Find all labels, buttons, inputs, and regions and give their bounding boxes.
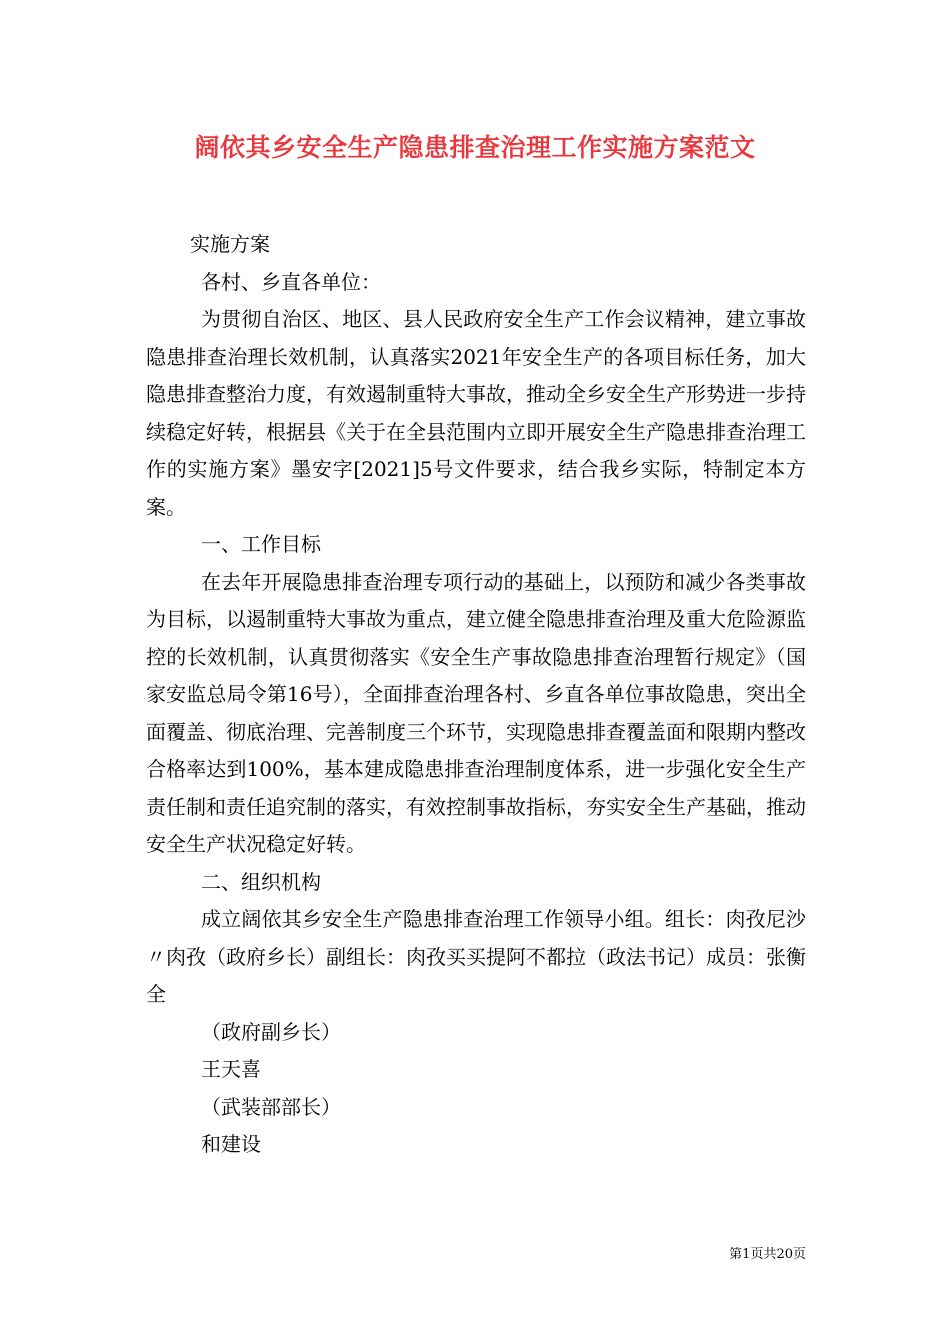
section-1-paragraph: 在去年开展隐患排查治理专项行动的基础上，以预防和减少各类事故为目标，以遏制重特大事故为重点，建立健全隐患排查治理及重大危险源监控的长效机制，认真贯彻落实《安全生产事故隐患排查治理暂行规定》（国家安监总局令第16号），全面排查治理各村、乡直各单位事故隐患，突出全面覆盖、彻底治理、完善制度三个环节，实现隐患排查覆盖面和限期内整改合格率达到100%，基本建成隐患排查治理制度体系，进一步强化安全生产责任制和责任追究制的落实，有效控制事故指标，夯实安全生产基础，推动安全生产状况稳定好转。 (146, 569, 806, 856)
plan-label: 实施方案 (190, 232, 270, 256)
member-line: （武装部部长） (201, 1094, 341, 1119)
member-line: （政府副乡长） (201, 1019, 341, 1044)
intro-paragraph: 为贯彻自治区、地区、县人民政府安全生产工作会议精神，建立事故隐患排查治理长效机制，认真落实2021年安全生产的各项目标任务，加大隐患排查整治力度，有效遏制重特大事故，推动全乡安全生产形势进一步持续稳定好转，根据县《关于在全县范围内立即开展安全生产隐患排查治理工作的实施方案》墨安字[2021]5号文件要求，结合我乡实际，特制定本方案。 (146, 307, 806, 519)
member-line: 王天喜 (201, 1057, 261, 1081)
section-1-heading: 一、工作目标 (201, 532, 321, 556)
salutation: 各村、乡直各单位： (201, 269, 381, 294)
section-2-heading: 二、组织机构 (201, 869, 321, 894)
document-title: 阔依其乡安全生产隐患排查治理工作实施方案范文 (194, 133, 756, 162)
document-body (146, 226, 806, 1164)
page-number: 第1页共20页 (729, 1247, 806, 1262)
member-line: 和建设 (201, 1132, 261, 1156)
section-2-paragraph: 成立阔依其乡安全生产隐患排查治理工作领导小组。组长：肉孜尼沙〃肉孜（政府乡长）副组长：肉孜买买提阿不都拉（政法书记）成员：张衡全 (146, 907, 806, 1006)
